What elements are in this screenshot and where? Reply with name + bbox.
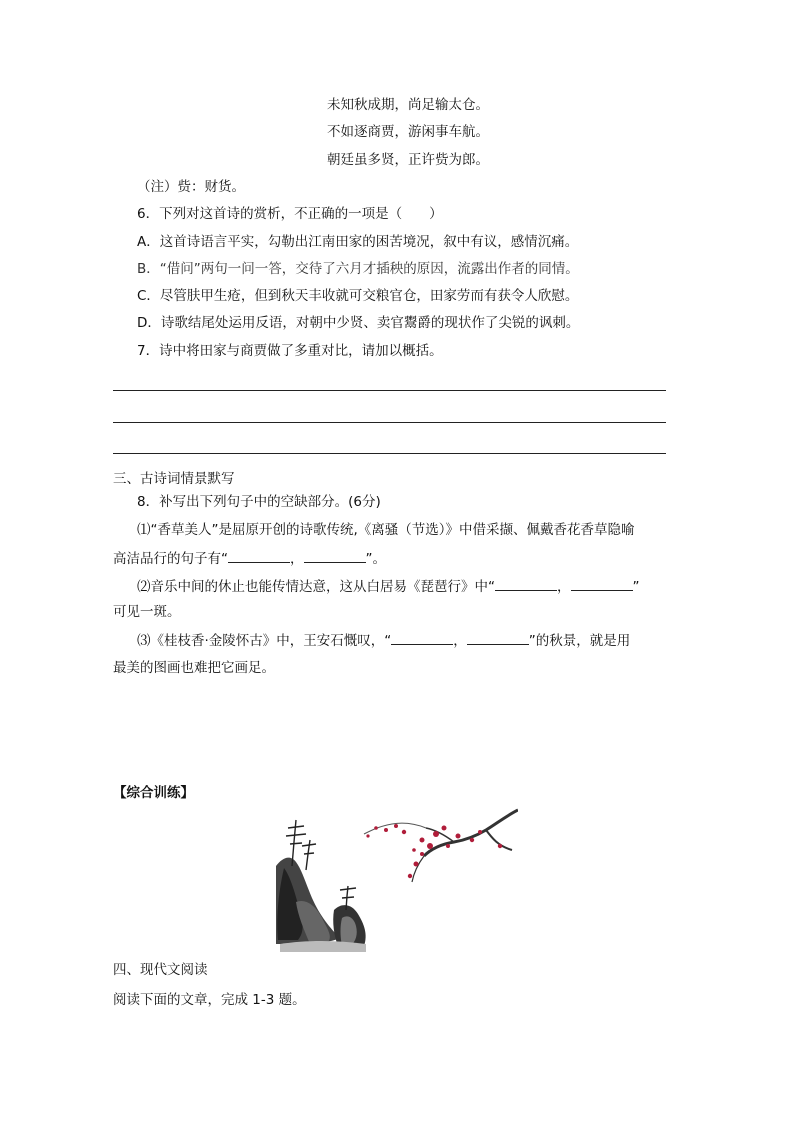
answer-line[interactable]: [113, 422, 666, 423]
answer-line[interactable]: [113, 390, 666, 391]
poem-note: （注）赀：财货。: [137, 179, 245, 195]
question-6-option-c: C．尽管肤甲生疮，但到秋天丰收就可交粮官仓，田家劳而有获令人欣慰。: [137, 288, 579, 304]
item-3-separator: ，: [453, 633, 467, 649]
section-4-heading: 四、现代文阅读: [113, 962, 208, 978]
item-1-separator: ，: [290, 551, 304, 567]
section-4-instruction: 阅读下面的文章，完成 1-3 题。: [113, 992, 306, 1008]
question-8-item-2-line-1: [137, 576, 640, 597]
question-8-item-1-line-2: [113, 548, 386, 569]
comprehensive-training-heading: 【综合训练】: [113, 785, 194, 801]
fill-blank[interactable]: [228, 548, 290, 563]
section-3-heading: 三、古诗词情景默写: [113, 471, 235, 487]
plum-branch-drawing: [364, 810, 518, 882]
question-8-stem: 8．补写出下列句子中的空缺部分。(6分): [137, 494, 381, 510]
item-1-prefix: 高洁品行的句子有“: [113, 551, 228, 567]
question-6-stem: 6．下列对这首诗的赏析，不正确的一项是（ ）: [137, 206, 443, 222]
fill-blank[interactable]: [304, 548, 366, 563]
question-6-option-d: D．诗歌结尾处运用反语，对朝中少贤、卖官鬻爵的现状作了尖锐的讽刺。: [137, 315, 580, 331]
fill-blank[interactable]: [391, 630, 453, 645]
poem-line: 朝廷虽多贤，正许赀为郎。: [327, 152, 489, 168]
question-8-item-2-line-2: 可见一斑。: [113, 604, 181, 620]
item-3-prefix: ⑶《桂枝香·金陵怀古》中，王安石慨叹，“: [137, 633, 392, 649]
item-3-suffix: ”的秋景，就是用: [528, 633, 631, 649]
question-7-stem: 7．诗中将田家与商贾做了多重对比，请加以概括。: [137, 343, 443, 359]
question-8-item-3-line-1: [137, 630, 630, 651]
item-2-separator: ，: [557, 579, 571, 595]
fill-blank[interactable]: [467, 630, 529, 645]
mountain-rock-drawing: [276, 858, 366, 952]
item-2-prefix: ⑵音乐中间的休止也能传情达意，这从白居易《琵琶行》中“: [137, 579, 495, 595]
poem-line: 未知秋成期，尚足输太仓。: [327, 97, 489, 113]
fill-blank[interactable]: [495, 576, 557, 591]
question-8-item-3-line-2: 最美的图画也难把它画足。: [113, 660, 275, 676]
question-6-option-a: A．这首诗语言平实，勾勒出江南田家的困苦境况，叙中有议，感情沉痛。: [137, 234, 579, 250]
answer-line[interactable]: [113, 453, 666, 454]
item-1-suffix: ”。: [365, 551, 386, 567]
fill-blank[interactable]: [571, 576, 633, 591]
ink-wash-illustration: [276, 806, 518, 952]
question-6-option-b: B．“借问”两句一问一答，交待了六月才插秧的原因，流露出作者的同情。: [137, 261, 579, 277]
poem-line: 不如逐商贾，游闲事车航。: [327, 124, 489, 140]
question-8-item-1-line-1: ⑴“香草美人”是屈原开创的诗歌传统,《离骚（节选）》中借采撷、佩戴香花香草隐喻: [137, 522, 635, 538]
item-2-suffix: ”: [632, 579, 640, 595]
